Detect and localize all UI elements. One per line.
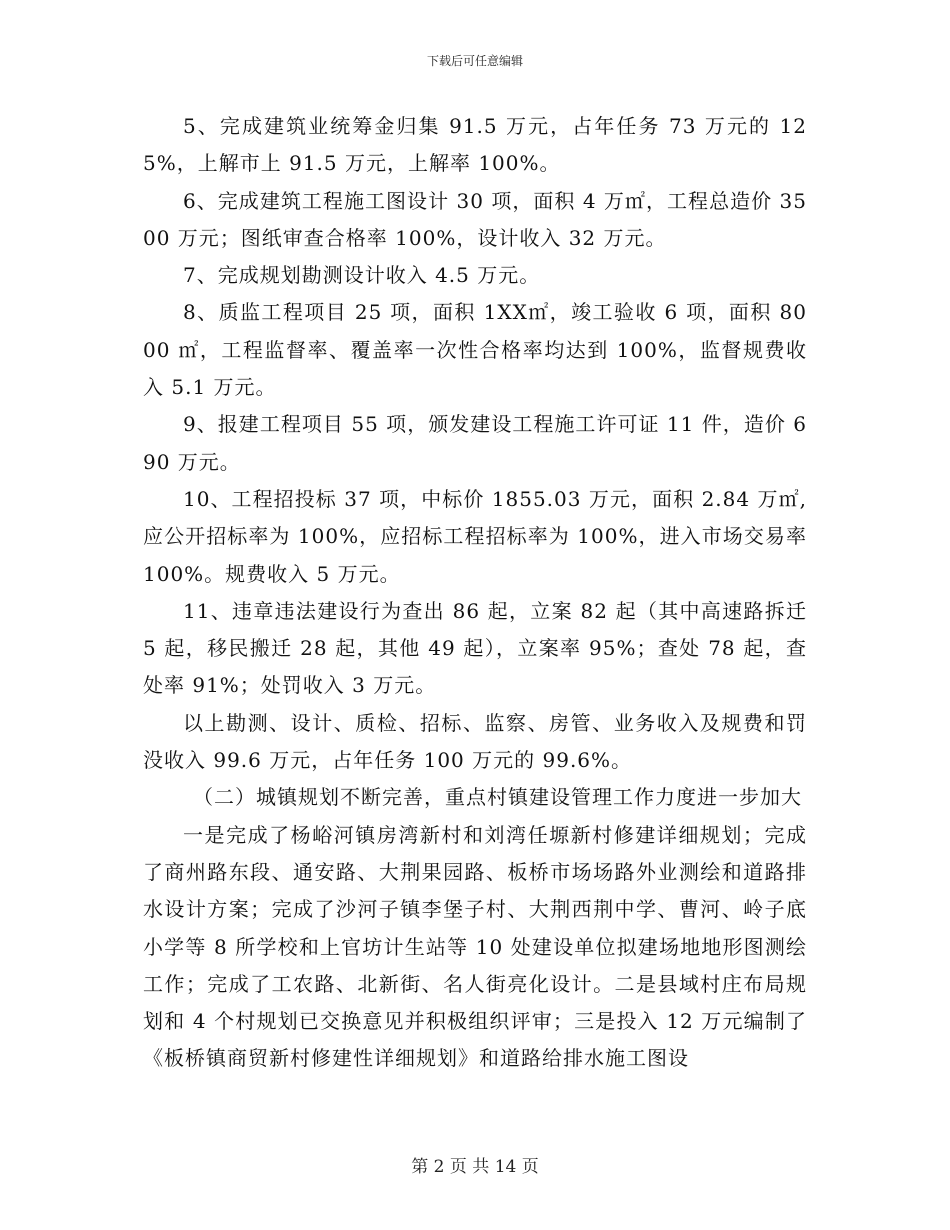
paragraph-item-5: 5、完成建筑业统筹金归集 91.5 万元，占年任务 73 万元的 125%，上解市上 91.5 万元，上解率 100%。: [143, 114, 807, 176]
paragraph-item-7: 7、完成规划勘测设计收入 4.5 万元。: [183, 263, 541, 288]
summary-paragraph: 以上勘测、设计、质检、招标、监察、房管、业务收入及规费和罚没收入 99.6 万元，占年任务 100 万元的 99.6%。: [143, 710, 807, 773]
paragraph-item-6: 6、完成建筑工程施工图设计 30 项，面积 4 万㎡，工程总造价 3500 万元；图纸审查合格率 100%，设计收入 32 万元。: [143, 188, 807, 250]
paragraph-item-10: 10、工程招投标 37 项，中标价 1855.03 万元，面积 2.84 万㎡,应公开招标率为 100%，应招标工程招标率为 100%，进入市场交易率 100%。规费收入 5 万元。: [143, 486, 807, 586]
page-number: 第 2 页 共 14 页: [411, 1157, 539, 1177]
paragraph-item-8: 8、质监工程项目 25 项，面积 1XX㎡，竣工验收 6 项，面积 8000 ㎡，工程监督率、覆盖率一次性合格率均达到 100%，监督规费收入 5.1 万元。: [143, 300, 807, 400]
document-body: [143, 108, 807, 1078]
paragraph-item-11: 11、违章违法建设行为查出 86 起，立案 82 起（其中高速路拆迁 5 起，移民搬迁 28 起，其他 49 起），立案率 95%；查处 78 起，查处率 91%；处罚收入 3 万元。: [143, 598, 807, 698]
section-paragraph: 一是完成了杨峪河镇房湾新村和刘湾任塬新村修建详细规划；完成了商州路东段、通安路、大荆果园路、板桥市场场路外业测绘和道路排水设计方案；完成了沙河子镇李堡子村、大荆西荆中学、曹河、岭子底小学等 8 所学校和上官坊计生站等 10 处建设单位拟建场地地形图测绘工作；完成了工农路、北新街、名人街亮化设计。二是县域村庄布局规划和 4 个村规划已交换意见并积极组织评审；三是投入 12 万元编制了《板桥镇商贸新村修建性详细规划》和道路给排水施工图设: [143, 822, 807, 1071]
paragraph-item-9: 9、报建工程项目 55 项，颁发建设工程施工许可证 11 件，造价 690 万元。: [143, 412, 807, 474]
page-header: 下载后可任意编辑: [426, 54, 523, 68]
section-heading: （二）城镇规划不断完善，重点村镇建设管理工作力度进一步加大: [193, 785, 802, 810]
